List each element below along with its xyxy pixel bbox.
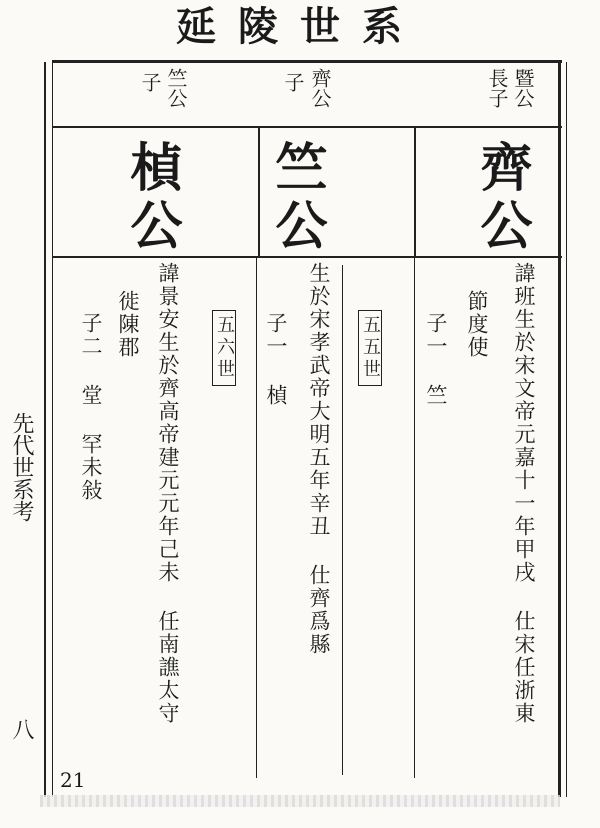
right-border <box>558 62 561 797</box>
side-book-title: 先代世系考 <box>9 412 34 522</box>
col1-header-line-2: 長子 <box>485 68 509 108</box>
header-divider <box>52 126 562 128</box>
page-number: 21 <box>60 768 86 792</box>
right-border-outer <box>566 62 567 797</box>
body-divider-1 <box>414 258 415 778</box>
side-leaf-number: 八 <box>9 718 34 740</box>
col3-name: 楨公 <box>121 140 182 256</box>
scan-edge <box>40 795 560 807</box>
page-title: 延陵世系 <box>176 3 424 50</box>
column-divider-1 <box>414 128 416 258</box>
col3-sons: 子二 堂 罕未敍 <box>79 312 103 502</box>
col3-header-line-1: 竺公 <box>164 68 188 108</box>
col1-header-line-1: 暨公 <box>511 68 535 108</box>
top-border <box>52 60 562 63</box>
col3-header-line-2: 子 <box>138 72 162 92</box>
column-divider-2 <box>258 128 260 258</box>
col2-header-line-1: 齊公 <box>308 68 332 108</box>
col2-name: 竺公 <box>266 140 327 256</box>
body-divider-3 <box>342 265 343 775</box>
left-border <box>44 62 46 797</box>
col1-name: 齊公 <box>471 140 532 256</box>
col2-header-line-2: 子 <box>281 72 305 92</box>
col1-biography-cont: 節度使 <box>465 290 489 359</box>
col2-sons: 子一 楨 <box>264 312 288 407</box>
col1-biography-main: 諱班生於宋文帝元嘉十一年甲戌 仕宋任浙東 <box>512 262 536 725</box>
body-divider-2 <box>256 258 257 778</box>
col3-biography-main: 諱景安生於齊高帝建元元年己未 任南譙太守 <box>156 262 180 725</box>
col3-biography-cont: 徙陳郡 <box>116 290 140 359</box>
col3-generation-box: 五六世 <box>212 310 236 386</box>
col2-generation-box: 五五世 <box>358 310 382 386</box>
left-border-inner <box>52 62 53 797</box>
name-divider <box>52 256 562 258</box>
col1-sons: 子一 竺 <box>424 312 448 407</box>
col2-biography: 生於宋孝武帝大明五年辛丑 仕齊爲縣 <box>307 262 331 656</box>
